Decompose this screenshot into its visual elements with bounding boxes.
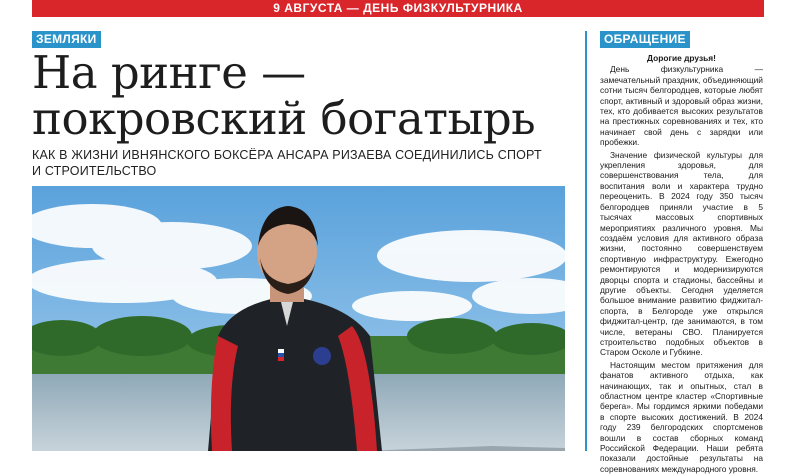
article-subhead: КАК В ЖИЗНИ ИВНЯНСКОГО БОКСЁРА АНСАРА РИЗАЕВА СОЕДИНИЛИСЬ СПОРТ И СТРОИТЕЛЬСТВО (32, 148, 542, 178)
article-rubric: ЗЕМЛЯКИ (32, 31, 101, 48)
appeal-paragraph: День физкультурника — замечательный праздник, объединяющий сотни тысяч белгородцев, которые любят спорт, активный и здоровый образ жизни, тех, кто добивается высоких результатов на престижных соревнованиях и тех, кто начинает свой день с зарядки или пробежки. (600, 64, 763, 148)
boxer-photo-illustration (32, 186, 565, 451)
headline-line-2: покровский богатырь (32, 92, 536, 145)
article-photo (32, 186, 565, 451)
headline-line-1: На ринге — (32, 46, 306, 99)
column-divider (585, 31, 587, 451)
article-headline (32, 46, 577, 145)
sidebar-rubric: ОБРАЩЕНИЕ (600, 31, 690, 48)
appeal-paragraph: Настоящим местом притяжения для фанатов активного отдыха, как начинающих, так и опытных, стал в областном центре кластер «Спортивные берега». Мы гордимся яркими победами в спорте высоких достижений. В 2024 году 239 белгородских спортсменов вошли в состав сборных команд Российской Федерации. Наши ребята показали достойные результаты на соревнованиях международного уровня. (600, 359, 763, 474)
appeal-paragraph: Значение физической культуры для укрепления здоровья, для совершенствования тела, для воспитания воли и характера трудно переоценить. В 2024 году 350 тысяч белгородцев приняли участие в 5 тысячах массовых спортивных мероприятиях различного уровня. Мы создаём условия для активного образа жизни, постоянно совершенствуем спортивную инфраструктуру. Ежегодно ремонтируются и модернизируются дворцы спорта и стадионы, бассейны и другие объекты. Сегодня уделяется большое внимание развитию фиджитал-спорта, в Белгороде уже открылся фиджитал-центр, где занимаются, в том числе, ветераны СВО. Планируется строительство подобных объектов в Старом Осколе и Губкине. (600, 149, 763, 358)
appeal-greeting: Дорогие друзья! (647, 53, 716, 63)
date-banner: 9 АВГУСТА — ДЕНЬ ФИЗКУЛЬТУРНИКА (32, 0, 764, 17)
appeal-column (600, 53, 763, 476)
